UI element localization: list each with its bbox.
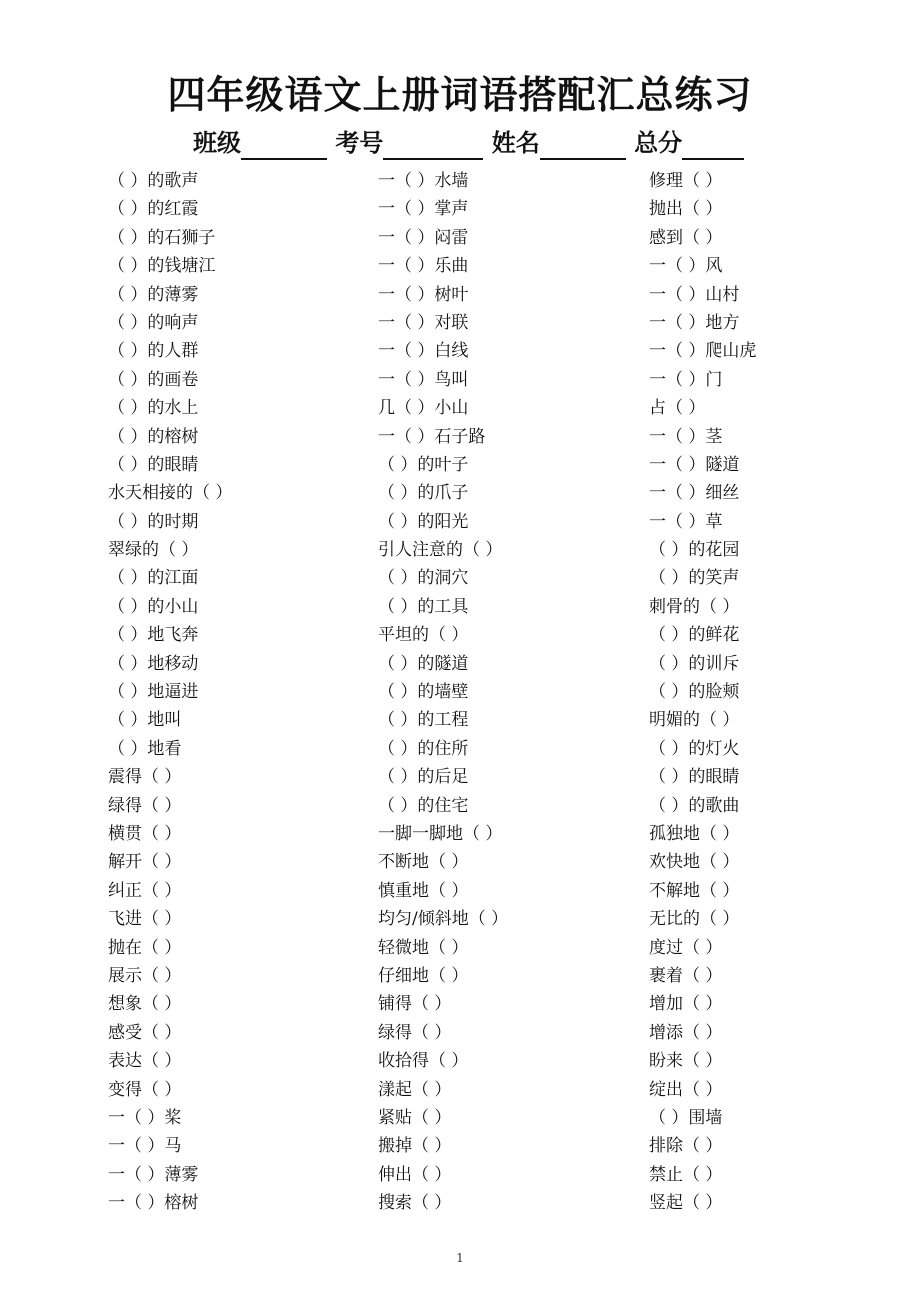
- exercise-item: 变得（ ）: [108, 1079, 182, 1100]
- exercise-item: 收拾得（ ）: [378, 1051, 469, 1072]
- exercise-item: （ ）的住宅: [378, 795, 469, 816]
- score-field: [634, 126, 744, 160]
- exercise-item: 欢快地（ ）: [649, 852, 740, 873]
- exercise-item: （ ）的脸颊: [649, 682, 740, 703]
- exercise-item: 一（ ）马: [108, 1136, 182, 1157]
- exercise-item: 一（ ）榕树: [108, 1193, 199, 1214]
- exercise-item: 一（ ）薄雾: [108, 1164, 199, 1185]
- exercise-item: （ ）的洞穴: [378, 568, 469, 589]
- exercise-item: 一（ ）石子路: [378, 426, 486, 447]
- exercise-item: 翠绿的（ ）: [108, 540, 199, 561]
- page-title: 四年级语文上册词语搭配汇总练习: [167, 73, 753, 117]
- exercise-item: 纠正（ ）: [108, 880, 182, 901]
- exercise-item: （ ）的小山: [108, 596, 199, 617]
- exercise-item: 一（ ）门: [649, 369, 723, 390]
- exercise-item: 紧贴（ ）: [378, 1107, 452, 1128]
- exercise-item: （ ）的钱塘江: [108, 256, 216, 277]
- exercise-item: （ ）的训斥: [649, 653, 740, 674]
- exercise-item: （ ）地看: [108, 738, 182, 759]
- name-blank: [540, 130, 626, 160]
- page-number: 1: [456, 1251, 464, 1265]
- exercise-item: （ ）的工程: [378, 710, 469, 731]
- exercise-item: 感受（ ）: [108, 1022, 182, 1043]
- exercise-item: （ ）地叫: [108, 710, 182, 731]
- exercise-item: 绿得（ ）: [378, 1022, 452, 1043]
- exercise-item: 平坦的（ ）: [378, 625, 469, 646]
- exercise-item: 想象（ ）: [108, 994, 182, 1015]
- exercise-item: 无比的（ ）: [649, 909, 740, 930]
- exercise-item: 一（ ）风: [649, 256, 723, 277]
- score-blank: [682, 130, 744, 160]
- exercise-item: （ ）地飞奔: [108, 625, 199, 646]
- exercise-item: （ ）地逼进: [108, 682, 199, 703]
- exercise-item: 增添（ ）: [649, 1022, 723, 1043]
- exercise-item: 孤独地（ ）: [649, 823, 740, 844]
- exercise-item: 均匀/倾斜地（ ）: [378, 909, 509, 930]
- exercise-item: （ ）的榕树: [108, 426, 199, 447]
- exercise-item: 几（ ）小山: [378, 398, 469, 419]
- exercise-item: 搬掉（ ）: [378, 1136, 452, 1157]
- exercise-item: （ ）的红霞: [108, 199, 199, 220]
- exercise-item: 一（ ）乐曲: [378, 256, 469, 277]
- exercise-item: 绿得（ ）: [108, 795, 182, 816]
- exercise-item: （ ）的墙壁: [378, 682, 469, 703]
- score-label: 总分: [634, 129, 683, 157]
- exercise-item: （ ）的工具: [378, 596, 469, 617]
- exercise-item: （ ）围墙: [649, 1107, 723, 1128]
- exercise-item: 一（ ）地方: [649, 312, 740, 333]
- exercise-item: 飞进（ ）: [108, 909, 182, 930]
- exercise-item: 漾起（ ）: [378, 1079, 452, 1100]
- exercise-item: 一（ ）白线: [378, 341, 469, 362]
- exercise-item: 引人注意的（ ）: [378, 540, 503, 561]
- exercise-item: 竖起（ ）: [649, 1193, 723, 1214]
- exercise-item: （ ）的后足: [378, 767, 469, 788]
- exercise-item: （ ）的时期: [108, 511, 199, 532]
- exercise-item: 搜索（ ）: [378, 1193, 452, 1214]
- exercise-item: （ ）的薄雾: [108, 284, 199, 305]
- exercise-item: 一（ ）对联: [378, 312, 469, 333]
- exercise-item: 一（ ）树叶: [378, 284, 469, 305]
- exercise-item: （ ）的叶子: [378, 454, 469, 475]
- exercise-item: （ ）的隧道: [378, 653, 469, 674]
- exercise-item: 铺得（ ）: [378, 994, 452, 1015]
- exercise-item: 绽出（ ）: [649, 1079, 723, 1100]
- exercise-item: 一（ ）水墙: [378, 171, 469, 191]
- class-label: 班级: [193, 129, 241, 157]
- exercise-column-3: [649, 167, 919, 1217]
- exercise-item: 一（ ）草: [649, 511, 723, 532]
- class-blank: [241, 130, 327, 160]
- exercise-item: （ ）的眼睛: [108, 454, 199, 475]
- exercise-item: 增加（ ）: [649, 994, 723, 1015]
- exercise-item: 慎重地（ ）: [378, 880, 469, 901]
- exercise-item: 展示（ ）: [108, 965, 182, 986]
- exercise-item: 感到（ ）: [649, 227, 723, 248]
- exercise-item: 一（ ）山村: [649, 284, 740, 305]
- exercise-item: 占（ ）: [649, 398, 706, 419]
- exercise-item: 不解地（ ）: [649, 880, 740, 901]
- exercise-item: （ ）的阳光: [378, 511, 469, 532]
- exam-number-field: [335, 126, 483, 160]
- exercise-item: （ ）的歌曲: [649, 795, 740, 816]
- exercise-item: （ ）的石狮子: [108, 227, 216, 248]
- name-field: [492, 126, 626, 160]
- exercise-column-1: [108, 167, 378, 1217]
- exam-number-blank: [383, 130, 483, 160]
- exercise-item: 表达（ ）: [108, 1051, 182, 1072]
- exercise-item: （ ）的歌声: [108, 171, 199, 191]
- class-field: [193, 126, 327, 160]
- exercise-item: 一（ ）掌声: [378, 199, 469, 220]
- exercise-item: （ ）的爪子: [378, 483, 469, 504]
- exercise-item: 排除（ ）: [649, 1136, 723, 1157]
- student-info-line: [193, 126, 744, 160]
- exercise-item: （ ）地移动: [108, 653, 199, 674]
- exercise-item: （ ）的江面: [108, 568, 199, 589]
- name-label: 姓名: [491, 129, 540, 157]
- exercise-item: 明媚的（ ）: [649, 710, 740, 731]
- exercise-item: 一脚一脚地（ ）: [378, 823, 503, 844]
- exercise-item: 一（ ）闷雷: [378, 227, 469, 248]
- exercise-item: 伸出（ ）: [378, 1164, 452, 1185]
- exercise-item: 一（ ）隧道: [649, 454, 740, 475]
- exam-number-label: 考号: [335, 129, 384, 157]
- exercise-item: （ ）的人群: [108, 341, 199, 362]
- exercise-item: 一（ ）爬山虎: [649, 341, 757, 362]
- exercise-item: 一（ ）鸟叫: [378, 369, 469, 390]
- exercise-item: （ ）的灯火: [649, 738, 740, 759]
- exercise-item: （ ）的笑声: [649, 568, 740, 589]
- exercise-item: 抛出（ ）: [649, 199, 723, 220]
- exercise-item: 一（ ）桨: [108, 1107, 182, 1128]
- exercise-item: 一（ ）细丝: [649, 483, 740, 504]
- exercise-item: 不断地（ ）: [378, 852, 469, 873]
- exercise-item: 震得（ ）: [108, 767, 182, 788]
- exercise-item: 一（ ）茎: [649, 426, 723, 447]
- exercise-item: 禁止（ ）: [649, 1164, 723, 1185]
- exercise-item: 刺骨的（ ）: [649, 596, 740, 617]
- exercise-item: （ ）的眼睛: [649, 767, 740, 788]
- exercise-item: 解开（ ）: [108, 852, 182, 873]
- exercise-column-2: [378, 167, 648, 1217]
- exercise-item: （ ）的水上: [108, 398, 199, 419]
- exercise-item: （ ）的响声: [108, 312, 199, 333]
- exercise-item: 仔细地（ ）: [378, 965, 469, 986]
- exercise-item: 横贯（ ）: [108, 823, 182, 844]
- exercise-item: 轻微地（ ）: [378, 937, 469, 958]
- exercise-item: 修理（ ）: [649, 171, 723, 191]
- exercise-item: （ ）的画卷: [108, 369, 199, 390]
- exercise-item: （ ）的花园: [649, 540, 740, 561]
- exercise-item: 度过（ ）: [649, 937, 723, 958]
- exercise-item: 抛在（ ）: [108, 937, 182, 958]
- exercise-item: 盼来（ ）: [649, 1051, 723, 1072]
- exercise-item: （ ）的鲜花: [649, 625, 740, 646]
- exercise-item: 水天相接的（ ）: [108, 483, 233, 504]
- exercise-item: （ ）的住所: [378, 738, 469, 759]
- exercise-item: 裹着（ ）: [649, 965, 723, 986]
